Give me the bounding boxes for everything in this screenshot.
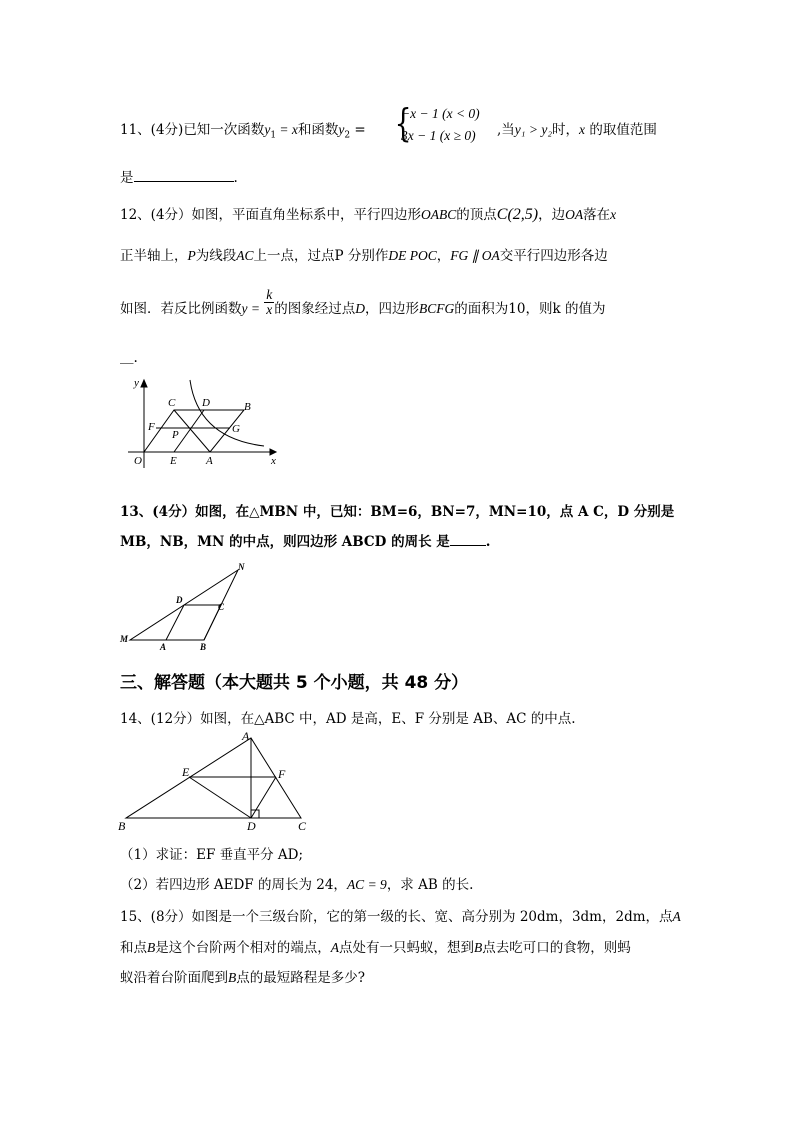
q11-case1: −x − 1 (x < 0) — [401, 106, 480, 121]
q15-line2 — [120, 936, 631, 956]
segment-fd — [251, 777, 276, 818]
q12-text2d: ， — [436, 248, 451, 264]
q15-line1 — [120, 905, 681, 925]
q12-text2b: 为线段 — [195, 248, 237, 264]
q11-text5: 的取值范围 — [585, 122, 657, 138]
q12-xaxis: x — [610, 207, 617, 222]
label-b: B — [200, 642, 207, 652]
q14-line1: 14、(12分）如图，在△ABC 中，AD 是高，E、F 分别是 AB、AC 的中点. — [120, 711, 576, 727]
figure-12 — [118, 372, 283, 472]
q15-text2a: 和点 — [120, 940, 147, 956]
q12-text3e: ，则k 的值为 — [525, 301, 606, 317]
q11-end: . — [233, 170, 238, 186]
label-b: B — [118, 819, 126, 833]
parallelogram-oabc — [144, 410, 244, 452]
q12-text3a: 如图．若反比例函数 — [120, 301, 242, 317]
figure-13 — [118, 560, 258, 652]
label-c: C — [298, 819, 307, 833]
q12-line3 — [120, 287, 606, 317]
q12-text1: 12、(4分）如图，平面直角坐标系中，平行四边形 — [120, 207, 422, 223]
label-f: F — [148, 421, 155, 433]
label-m: M — [120, 634, 129, 644]
q15-b3: B — [228, 970, 237, 985]
q11-number: 11、(4分) — [120, 122, 184, 138]
q12-text3b: 的图象经过点 — [274, 301, 356, 317]
q12-k: k — [266, 287, 273, 302]
section-heading: 三、解答题（本大题共 5 个小题，共 48 分） — [120, 673, 469, 693]
y-axis-arrow-icon — [141, 380, 147, 387]
q12-text2c: 上一点，过点P 分别作 — [253, 248, 389, 264]
q14-sub2 — [120, 873, 473, 893]
q12-p: P — [187, 248, 196, 263]
q15-line3 — [120, 966, 365, 986]
q12-line1 — [120, 203, 616, 224]
q13-text2: MB，NB，MN 的中点，则四边形 ABCD 的周长 是 — [120, 534, 450, 550]
q12-ac: AC — [236, 248, 254, 263]
q12-text1d: 落在 — [583, 207, 611, 223]
q12-text2e: 交平行四边形各边 — [499, 248, 608, 264]
q11-eq2: = — [350, 122, 366, 138]
q12-line2 — [120, 244, 608, 264]
q12-text3c: ，四边形 — [365, 301, 420, 317]
q15-text1a: 15、(8分）如图是一个三级台阶，它的第一级的长、宽、高分别为 20dm，3dm，2dm，点 — [120, 909, 673, 925]
q11-text: 已知一次函数 — [183, 122, 265, 138]
segment-ed — [189, 777, 251, 818]
q14-text2b: ，求 AB 的长. — [386, 877, 474, 893]
label-e: E — [182, 765, 190, 779]
q11-text3: ,当 — [497, 122, 515, 138]
q15-a2: A — [330, 940, 339, 955]
triangle-abc — [126, 738, 301, 818]
q15-text3b: 点的最短路程是多少? — [236, 970, 365, 986]
q11-line1 — [120, 118, 366, 141]
q14-sub1: （1）求证：EF 垂直平分 AD; — [120, 847, 304, 863]
q12-text2a: 正半轴上， — [120, 248, 188, 264]
label-d: D — [247, 819, 256, 833]
q13-end: . — [485, 534, 491, 550]
q15-a1: A — [672, 909, 681, 924]
label-d: D — [202, 397, 210, 409]
label-a: A — [242, 729, 250, 743]
q11-sub1: 1 — [270, 130, 277, 141]
figure-14 — [116, 728, 312, 834]
label-e: E — [170, 455, 177, 467]
label-x: x — [271, 455, 276, 467]
label-g: G — [232, 423, 240, 435]
q11-piecewise — [391, 103, 480, 147]
q12-text3d: 的面积为 — [454, 301, 509, 317]
q15-b1: B — [147, 940, 156, 955]
q12-d: D — [355, 301, 366, 316]
q12-fgoa: FG ∥ OA — [450, 248, 500, 263]
label-y: y — [134, 377, 139, 389]
brace-icon: { — [394, 101, 412, 145]
answer-blank[interactable] — [134, 181, 234, 182]
label-d: D — [176, 595, 183, 605]
q15-text2b: 是这个台阶两个相对的端点， — [155, 940, 331, 956]
q12-text1c: ，边 — [538, 207, 566, 223]
q11-eq1: = x — [276, 122, 298, 137]
q11-text4: 时， — [552, 122, 580, 138]
hyperbola-curve — [190, 380, 264, 446]
q11-y1: y — [264, 122, 271, 137]
q15-text2d: 点去吃可口的食物，则蚂 — [482, 940, 631, 956]
q15-text2c: 点处有一只蚂蚁，想到 — [339, 940, 474, 956]
label-c: C — [218, 602, 225, 612]
q14-text2a: （2）若四边形 AEDF 的周长为 24， — [120, 877, 347, 893]
q11-x: x — [579, 122, 586, 137]
label-b: B — [244, 401, 251, 413]
q15-b2: B — [474, 940, 483, 955]
label-c: C — [168, 397, 176, 409]
q15-text3a: 蚁沿着台阶面爬到 — [120, 970, 228, 986]
answer-blank[interactable] — [450, 545, 486, 546]
q11-case2: 3x − 1 (x ≥ 0) — [401, 128, 476, 143]
q11-cond: y₁ > y₂ — [514, 122, 553, 137]
label-o: O — [134, 455, 142, 467]
q11-line1-tail — [497, 118, 657, 138]
label-p: P — [172, 429, 179, 441]
q11-line2 — [120, 166, 238, 186]
quadrilateral-abcd — [166, 605, 221, 640]
q11-y2: y — [338, 122, 345, 137]
q14-eq: AC = 9 — [346, 877, 387, 892]
q12-xden: x — [266, 302, 273, 317]
label-a: A — [160, 642, 167, 652]
q12-oa: OA — [565, 207, 584, 222]
label-f: F — [278, 767, 286, 781]
q12-ten: 10 — [508, 301, 526, 317]
q13-line2 — [120, 530, 490, 550]
q12-bcfg: BCFG — [419, 301, 455, 316]
q11-text2: 和函数 — [297, 122, 339, 138]
q11-text6: 是 — [120, 170, 134, 186]
q12-text1b: 的顶点 — [456, 207, 497, 223]
q12-fraction — [264, 288, 274, 317]
label-n: N — [238, 562, 245, 572]
label-a: A — [206, 455, 213, 467]
q12-depoc: DE POC — [388, 248, 437, 263]
q12-yeq: y = — [241, 301, 260, 316]
q11-sub2: 2 — [344, 130, 351, 141]
q13-line1: 13、(4分）如图，在△MBN 中，已知：BM=6，BN=7，MN=10，点 A C，D 分别是 — [120, 504, 675, 520]
q12-point: C(2,5) — [496, 206, 539, 223]
q12-oabc: OABC — [421, 207, 457, 222]
q12-line4: ＿. — [120, 350, 138, 366]
